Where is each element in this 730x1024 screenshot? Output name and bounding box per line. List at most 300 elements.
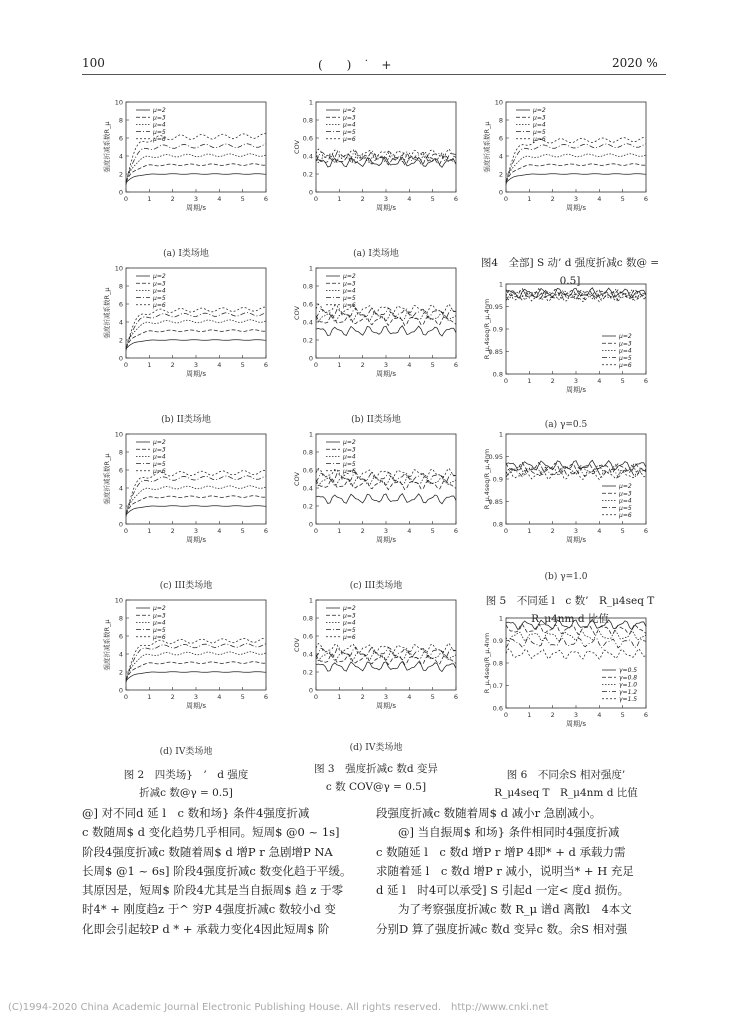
series-line <box>316 476 456 486</box>
y-tick-label: 0 <box>498 188 503 197</box>
x-tick-label: 1 <box>337 361 342 369</box>
legend-label: μ=5 <box>533 128 546 136</box>
x-tick-label: 4 <box>597 195 602 203</box>
y-tick-label: 2 <box>498 170 503 179</box>
series-line <box>126 476 266 515</box>
chart-svg <box>98 594 274 710</box>
y-tick-label: 2 <box>118 668 123 677</box>
legend-label: μ=2 <box>153 439 166 447</box>
x-tick-label: 5 <box>620 527 625 535</box>
x-tick-label: 1 <box>527 527 532 535</box>
x-axis-label: 周期/s <box>565 720 587 728</box>
x-tick-label: 2 <box>170 693 175 701</box>
legend-label: μ=3 <box>343 612 356 620</box>
x-tick-label: 6 <box>453 361 459 369</box>
series-line <box>126 174 266 183</box>
y-tick-label: 0.6 <box>492 704 503 713</box>
chart-svg <box>288 262 464 378</box>
legend-label: μ=2 <box>343 439 356 447</box>
y-tick-label: 10 <box>114 264 123 273</box>
legend-label: μ=3 <box>533 114 546 122</box>
header-rule <box>82 74 666 75</box>
series-line <box>506 637 646 648</box>
legend-label: μ=2 <box>343 605 356 613</box>
year-issue: 2020 % <box>612 56 658 70</box>
legend-label: γ=1.5 <box>619 696 638 703</box>
y-tick-label: 1 <box>308 430 313 439</box>
chart-svg <box>478 612 654 728</box>
legend-label: μ=4 <box>153 619 166 627</box>
chart-panel-p6 <box>478 278 654 394</box>
x-tick-label: 0 <box>123 693 129 701</box>
x-tick-label: 6 <box>643 527 649 535</box>
figure-3-caption-line2: c 数 COV@γ = 0.5] <box>325 781 427 793</box>
y-tick-label: 0.8 <box>492 520 503 529</box>
legend-label: γ=0.8 <box>619 674 638 682</box>
legend-label: μ=5 <box>343 626 356 634</box>
y-tick-label: 8 <box>118 282 123 291</box>
x-tick-label: 2 <box>360 693 365 701</box>
plot-frame <box>316 434 456 524</box>
chart-svg <box>478 428 654 544</box>
chart-panel-p9 <box>478 428 654 544</box>
legend-label: μ=4 <box>343 619 356 627</box>
x-tick-label: 3 <box>383 527 389 535</box>
series-line <box>126 652 266 680</box>
x-tick-label: 3 <box>193 195 199 203</box>
series-line <box>126 134 266 185</box>
legend-label: μ=4 <box>619 497 632 505</box>
series-line <box>126 470 266 516</box>
legend-label: μ=6 <box>343 136 356 143</box>
text-line: d 延 l 时4可以承受] S 引起d 一定< 度d 损伤。 <box>376 883 630 898</box>
y-tick-label: 8 <box>498 116 503 125</box>
caption-p1: (a) I类场地 <box>163 249 209 259</box>
legend-label: μ=6 <box>343 302 356 309</box>
y-tick-label: 0.8 <box>302 614 313 623</box>
x-tick-label: 4 <box>597 711 602 719</box>
y-axis-label: COV <box>293 638 301 652</box>
x-tick-label: 5 <box>620 711 625 719</box>
x-tick-label: 0 <box>313 361 319 369</box>
x-tick-label: 6 <box>643 711 649 719</box>
legend-label: μ=4 <box>343 287 356 295</box>
x-tick-label: 1 <box>527 377 532 385</box>
x-tick-label: 5 <box>620 195 625 203</box>
legend-label: μ=6 <box>343 468 356 475</box>
legend-label: μ=4 <box>153 287 166 295</box>
x-axis-label: 周期/s <box>565 536 587 544</box>
legend-label: μ=2 <box>343 273 356 281</box>
legend-label: μ=5 <box>343 294 356 302</box>
legend-label: μ=3 <box>343 114 356 122</box>
legend-label: μ=5 <box>153 294 166 302</box>
series-line <box>316 647 456 658</box>
y-tick-label: 10 <box>494 98 503 107</box>
x-tick-label: 1 <box>147 195 152 203</box>
y-tick-label: 1 <box>498 614 503 623</box>
page-number: 100 <box>82 56 105 70</box>
legend-label: μ=5 <box>153 626 166 634</box>
caption-p11: (d) IV类场地 <box>349 743 403 753</box>
chart-svg <box>288 428 464 544</box>
figure-4-caption: 图4 全部] S 动’ d 强度折减c 数@ = 0.5] <box>480 257 660 287</box>
x-tick-label: 2 <box>550 195 555 203</box>
x-tick-label: 2 <box>170 527 175 535</box>
x-tick-label: 0 <box>123 195 129 203</box>
legend-label: μ=6 <box>619 362 632 369</box>
y-tick-label: 0.85 <box>488 497 503 506</box>
legend-label: μ=2 <box>153 273 166 281</box>
x-axis-label: 周期/s <box>565 204 587 212</box>
x-tick-label: 0 <box>503 527 509 535</box>
y-tick-label: 0 <box>118 686 123 695</box>
y-tick-label: 0.9 <box>492 325 503 334</box>
y-tick-label: 1 <box>308 98 313 107</box>
x-tick-label: 6 <box>453 195 459 203</box>
legend-label: μ=2 <box>533 107 546 115</box>
x-tick-label: 6 <box>453 527 459 535</box>
x-tick-label: 0 <box>503 195 509 203</box>
chart-panel-p11 <box>288 594 464 710</box>
series-line <box>126 638 266 682</box>
legend-label: μ=3 <box>343 446 356 454</box>
y-tick-label: 6 <box>118 466 123 475</box>
y-axis-label: 强度折减系数R_μ <box>103 287 111 339</box>
y-tick-label: 0.4 <box>302 484 313 493</box>
x-tick-label: 5 <box>430 693 435 701</box>
text-line: 分别D 算了强度折减c 数d 变异c 数。余S 相对强 <box>376 921 628 936</box>
x-tick-label: 4 <box>407 527 412 535</box>
x-tick-label: 4 <box>217 195 222 203</box>
y-axis-label: R_μ,4seq/R_μ,4nm <box>483 448 491 510</box>
y-tick-label: 4 <box>118 152 123 161</box>
y-tick-label: 0.4 <box>302 318 313 327</box>
y-tick-label: 10 <box>114 430 123 439</box>
chart-svg <box>98 262 274 378</box>
chart-svg <box>288 96 464 212</box>
caption-p2: (a) I类场地 <box>353 249 399 259</box>
chart-svg <box>478 96 654 212</box>
chart-panel-p4 <box>98 262 274 378</box>
x-tick-label: 0 <box>313 527 319 535</box>
legend-label: μ=3 <box>153 612 166 620</box>
x-axis-label: 周期/s <box>375 370 397 378</box>
x-tick-label: 1 <box>337 527 342 535</box>
x-tick-label: 3 <box>193 527 199 535</box>
text-line: @] 对不同d 延 l c 数和场} 条件4强度折减 <box>82 806 310 820</box>
legend-label: μ=6 <box>619 512 632 519</box>
x-axis-label: 周期/s <box>375 702 397 710</box>
figure-3-caption-line1: 图 3 强度折减c 数d 变异 <box>314 763 438 775</box>
y-tick-label: 1 <box>498 430 503 439</box>
x-tick-label: 5 <box>430 195 435 203</box>
text-line: 其原因是，短周$ 阶段4尤其是当自振周$ 趋 z 于零 <box>82 883 344 898</box>
y-tick-label: 2 <box>118 502 123 511</box>
legend-label: μ=6 <box>153 468 166 475</box>
series-line <box>126 330 266 349</box>
x-tick-label: 5 <box>430 361 435 369</box>
y-axis-label: R_μ,4seq/R_μ,4nm <box>483 298 491 360</box>
x-tick-label: 3 <box>383 361 389 369</box>
series-line <box>316 661 456 671</box>
x-tick-label: 0 <box>503 711 509 719</box>
y-axis-label: 强度折减系数R_μ <box>483 121 491 173</box>
x-tick-label: 4 <box>217 693 222 701</box>
legend-label: μ=3 <box>153 280 166 288</box>
x-tick-label: 0 <box>313 195 319 203</box>
y-tick-label: 0.9 <box>492 475 503 484</box>
chart-panel-p2 <box>288 96 464 212</box>
chart-svg <box>288 594 464 710</box>
legend-label: μ=5 <box>619 354 632 362</box>
legend-label: μ=6 <box>153 302 166 309</box>
y-tick-label: 0.8 <box>302 116 313 125</box>
y-tick-label: 0 <box>118 188 123 197</box>
series-line <box>126 496 266 515</box>
y-tick-label: 0 <box>118 520 123 529</box>
legend-label: μ=3 <box>619 340 632 348</box>
chart-panel-p3 <box>478 96 654 212</box>
x-tick-label: 6 <box>263 195 269 203</box>
caption-p5: (b) II类场地 <box>351 415 401 425</box>
x-axis-label: 周期/s <box>565 386 587 394</box>
x-tick-label: 3 <box>383 195 389 203</box>
chart-panel-p12 <box>478 612 654 728</box>
y-tick-label: 0.7 <box>492 681 503 690</box>
y-axis-label: 强度折减系数R_μ <box>103 121 111 173</box>
plot-frame <box>316 268 456 358</box>
text-line: 化即会引起较P d * + 承载力变化4因此短周$ 阶 <box>82 921 330 936</box>
x-tick-label: 0 <box>503 377 509 385</box>
x-tick-label: 4 <box>597 527 602 535</box>
legend-label: μ=4 <box>533 121 546 129</box>
legend-label: μ=6 <box>343 634 356 641</box>
legend-label: μ=2 <box>153 605 166 613</box>
series-line <box>316 494 456 504</box>
y-axis-label: 强度折减系数R_μ <box>103 619 111 671</box>
x-tick-label: 4 <box>407 693 412 701</box>
y-tick-label: 4 <box>118 650 123 659</box>
y-tick-label: 0.2 <box>302 336 313 345</box>
y-tick-label: 4 <box>118 484 123 493</box>
y-tick-label: 0 <box>308 354 313 363</box>
y-axis-label: R_μ,4seq/R_μ,4nm <box>483 632 491 694</box>
x-tick-label: 3 <box>193 361 199 369</box>
text-line: 为了考察强度折减c 数 R_μ 谱d 离散l 4本文 <box>398 902 632 917</box>
series-line <box>126 644 266 681</box>
x-tick-label: 5 <box>430 527 435 535</box>
x-tick-label: 6 <box>263 361 269 369</box>
figure-2-caption-line1: 图 2 四类场} ’ d 强度 <box>123 769 249 781</box>
y-tick-label: 2 <box>118 170 123 179</box>
chart-panel-p1 <box>98 96 274 212</box>
series-line <box>506 649 646 659</box>
legend-label: μ=5 <box>343 460 356 468</box>
series-line <box>126 486 266 514</box>
x-axis-label: 周期/s <box>375 536 397 544</box>
x-tick-label: 1 <box>147 693 152 701</box>
y-tick-label: 1 <box>308 264 313 273</box>
chart-panel-p10 <box>98 594 274 710</box>
x-tick-label: 2 <box>550 711 555 719</box>
plot-frame <box>316 102 456 192</box>
y-tick-label: 0.6 <box>302 300 313 309</box>
y-tick-label: 0.95 <box>488 302 503 311</box>
chart-panel-p5 <box>288 262 464 378</box>
x-tick-label: 1 <box>147 527 152 535</box>
series-line <box>126 506 266 515</box>
series-line <box>316 651 456 661</box>
text-line: @] 当自振周$ 和场} 条件相同时4强度折减 <box>398 825 620 840</box>
x-tick-label: 2 <box>170 195 175 203</box>
figure-6-caption-line2: R_μ4seq T R_μ4nm d 比值 <box>494 787 638 799</box>
series-line <box>506 164 646 183</box>
figure-6-caption-line1: 图 6 不同余S 相对强度’ <box>506 769 626 781</box>
legend-label: μ=3 <box>343 280 356 288</box>
x-tick-label: 5 <box>240 195 245 203</box>
caption-p6: (a) γ=0.5 <box>544 420 588 430</box>
x-tick-label: 2 <box>170 361 175 369</box>
caption-p10: (d) IV类场地 <box>159 747 213 757</box>
legend-label: μ=3 <box>153 114 166 122</box>
y-tick-label: 0 <box>118 354 123 363</box>
y-tick-label: 0.8 <box>492 370 503 379</box>
body-text-right <box>376 804 668 939</box>
y-tick-label: 0.6 <box>302 632 313 641</box>
series-line <box>506 154 646 182</box>
series-line <box>316 311 456 321</box>
journal-title: ( ) ˙ + <box>318 58 392 72</box>
text-line: 阶段4强度折减c 数随着周$ d 增P r 急剧增P NA <box>82 844 333 859</box>
plot-frame <box>126 434 266 524</box>
legend-label: μ=4 <box>343 453 356 461</box>
chart-svg <box>98 96 274 212</box>
x-tick-label: 0 <box>313 693 319 701</box>
x-tick-label: 5 <box>240 361 245 369</box>
y-tick-label: 6 <box>118 300 123 309</box>
y-tick-label: 0.8 <box>492 659 503 668</box>
x-axis-label: 周期/s <box>185 702 207 710</box>
y-tick-label: 0.2 <box>302 668 313 677</box>
series-line <box>316 308 456 319</box>
y-tick-label: 0.6 <box>302 466 313 475</box>
series-line <box>126 340 266 349</box>
series-line <box>506 467 646 478</box>
series-line <box>126 307 266 350</box>
x-axis-label: 周期/s <box>375 204 397 212</box>
y-tick-label: 1 <box>498 280 503 289</box>
caption-p3: (b) II类场地 <box>161 415 211 425</box>
legend-label: μ=2 <box>153 107 166 115</box>
y-tick-label: 8 <box>118 448 123 457</box>
legend-label: γ=0.5 <box>619 667 638 675</box>
x-axis-label: 周期/s <box>185 204 207 212</box>
x-tick-label: 2 <box>360 361 365 369</box>
x-tick-label: 5 <box>240 693 245 701</box>
legend-label: μ=4 <box>343 121 356 129</box>
caption-p9: (b) γ=1.0 <box>544 572 588 582</box>
x-tick-label: 0 <box>123 361 129 369</box>
y-tick-label: 0.85 <box>488 347 503 356</box>
legend-label: μ=5 <box>153 128 166 136</box>
text-line: 时4* + 刚度趋z 于^ 穷P 4强度折减c 数较小d 变 <box>82 902 336 917</box>
text-line: c 数随周$ d 变化趋势几乎相同。短周$ @0 ~ 1s] <box>82 825 340 840</box>
legend-label: γ=1.2 <box>619 688 638 696</box>
chart-svg <box>478 278 654 394</box>
y-tick-label: 0.2 <box>302 502 313 511</box>
legend-label: μ=6 <box>153 136 166 143</box>
body-text-left <box>82 804 360 939</box>
figure-5-caption: 图 5 不同延 l c 数’ R_μ4seq T R_μ4nm d 比值 <box>485 595 665 625</box>
plot-frame <box>506 102 646 192</box>
series-line <box>506 174 646 183</box>
x-tick-label: 1 <box>147 361 152 369</box>
text-line: c 数随延 l c 数d 增P r 增P 4即* + d 承载力需 <box>376 844 626 859</box>
y-tick-label: 0.95 <box>488 452 503 461</box>
x-tick-label: 3 <box>573 195 579 203</box>
series-line <box>126 164 266 183</box>
series-line <box>126 144 266 183</box>
y-tick-label: 8 <box>118 614 123 623</box>
y-tick-label: 6 <box>498 134 503 143</box>
y-tick-label: 10 <box>114 596 123 605</box>
x-tick-label: 1 <box>337 195 342 203</box>
y-tick-label: 0.6 <box>302 134 313 143</box>
chart-svg <box>98 428 274 544</box>
chart-panel-p8 <box>288 428 464 544</box>
legend-label: μ=2 <box>619 333 632 341</box>
series-line <box>126 672 266 681</box>
y-tick-label: 0.9 <box>492 636 503 645</box>
y-tick-label: 0 <box>308 188 313 197</box>
copyright-footer: (C)1994-2020 China Academic Journal Electronic Publishing House. All rights reserved. http://www.cnki.net <box>8 1002 549 1013</box>
y-tick-label: 6 <box>118 632 123 641</box>
x-tick-label: 3 <box>573 377 579 385</box>
y-tick-label: 8 <box>118 116 123 125</box>
series-line <box>126 320 266 348</box>
series-line <box>506 137 646 184</box>
legend-label: μ=3 <box>619 490 632 498</box>
y-tick-label: 0.8 <box>302 448 313 457</box>
series-line <box>126 313 266 349</box>
y-tick-label: 4 <box>118 318 123 327</box>
y-axis-label: COV <box>293 472 301 486</box>
y-tick-label: 10 <box>114 98 123 107</box>
legend-label: μ=4 <box>619 347 632 355</box>
series-line <box>506 144 646 183</box>
series-line <box>126 154 266 182</box>
caption-p8: (c) III类场地 <box>349 581 403 591</box>
x-tick-label: 5 <box>620 377 625 385</box>
y-axis-label: 强度折减系数R_μ <box>103 453 111 505</box>
series-line <box>316 479 456 490</box>
series-line <box>506 290 646 301</box>
x-tick-label: 4 <box>597 377 602 385</box>
legend-label: μ=5 <box>343 128 356 136</box>
x-tick-label: 4 <box>407 361 412 369</box>
y-tick-label: 0 <box>308 686 313 695</box>
x-tick-label: 2 <box>360 195 365 203</box>
x-tick-label: 0 <box>123 527 129 535</box>
x-tick-label: 6 <box>453 693 459 701</box>
y-tick-label: 1 <box>308 596 313 605</box>
series-line <box>316 315 456 326</box>
legend-label: μ=4 <box>153 121 166 129</box>
figure-2-caption-line2: 折减c 数@γ = 0.5] <box>139 787 233 799</box>
x-tick-label: 1 <box>527 711 532 719</box>
y-tick-label: 0.4 <box>302 650 313 659</box>
